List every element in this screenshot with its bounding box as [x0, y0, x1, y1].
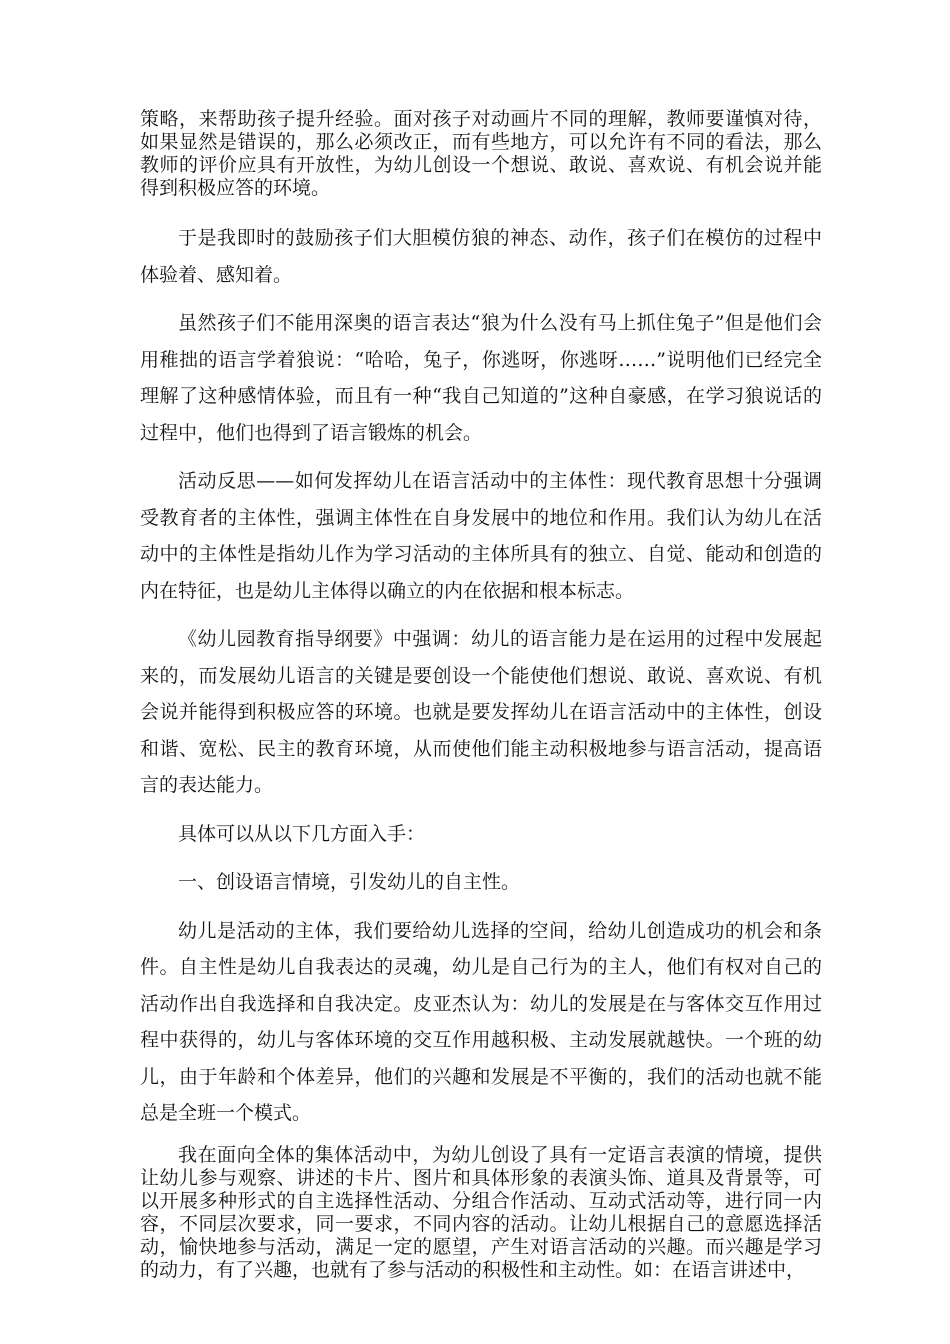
paragraph-wolf-quote: 虽然孩子们不能用深奥的语言表达“狼为什么没有马上抓住兔子”但是他们会用稚拙的语言学着狼说：“哈哈，兔子，你逃呀，你逃呀……”说明他们已经完全理解了这种感情体验，而且有一种“我自己知道的”这种自豪感，在学习狼说话的过程中，他们也得到了语言锻炼的机会。: [140, 312, 822, 444]
section-heading-one: 一、创设语言情境，引发幼儿的自主性。: [178, 871, 521, 893]
paragraph-autonomy: 幼儿是活动的主体，我们要给幼儿选择的空间，给幼儿创造成功的机会和条件。自主性是幼儿自我表达的灵魂，幼儿是自己行为的主人，他们有权对自己的活动作出自我选择和自我决定。皮亚杰认为：幼儿的发展是在与客体交互作用过程中获得的，幼儿与客体环境的交互作用越积极、主动发展就越快。一个班的幼儿，由于年龄和个体差异，他们的兴趣和发展是不平衡的，我们的活动也就不能总是全班一个模式。: [140, 919, 822, 1124]
bottom-section: [140, 1144, 822, 1282]
paragraph-intro-list: 具体可以从以下几方面入手：: [178, 822, 426, 845]
paragraph-imitation: 于是我即时的鼓励孩子们大胆模仿狼的神态、动作，孩子们在模仿的过程中体验着、感知着。: [140, 227, 822, 286]
main-section: [140, 220, 822, 1132]
paragraph-group-activity: 我在面向全体的集体活动中，为幼儿创设了具有一定语言表演的情境，提供让幼儿参与观察、讲述的卡片、图片和具体形象的表演头饰、道具及背景等，可以开展多种形式的自主选择性活动、分组合作活动、互动式活动等，进行同一内容，不同层次要求，同一要求，不同内容的活动。让幼儿根据自己的意愿选择活动，愉快地参与活动，满足一定的愿望，产生对语言活动的兴趣。而兴趣是学习的动力，有了兴趣，也就有了参与活动的积极性和主动性。如：在语言讲述中，: [140, 1143, 822, 1281]
top-section: [140, 108, 822, 200]
document-body: [140, 108, 822, 1282]
paragraph-reflection: 活动反思——如何发挥幼儿在语言活动中的主体性：现代教育思想十分强调受教育者的主体性，强调主体性在自身发展中的地位和作用。我们认为幼儿在活动中的主体性是指幼儿作为学习活动的主体所具有的独立、自觉、能动和创造的内在特征，也是幼儿主体得以确立的内在依据和根本标志。: [140, 470, 822, 602]
paragraph-guideline: 《幼儿园教育指导纲要》中强调：幼儿的语言能力是在运用的过程中发展起来的，而发展幼儿语言的关键是要创设一个能使他们想说、敢说、喜欢说、有机会说并能得到积极应答的环境。也就是要发挥幼儿在语言活动中的主体性，创设和谐、宽松、民主的教育环境，从而使他们能主动积极地参与语言活动，提高语言的表达能力。: [140, 628, 822, 796]
paragraph-continued: 策略，来帮助孩子提升经验。面对孩子对动画片不同的理解，教师要谨慎对待，如果显然是错误的，那么必须改正，而有些地方，可以允许有不同的看法，那么教师的评价应具有开放性，为幼儿创设一个想说、敢说、喜欢说、有机会说并能得到积极应答的环境。: [140, 108, 822, 199]
